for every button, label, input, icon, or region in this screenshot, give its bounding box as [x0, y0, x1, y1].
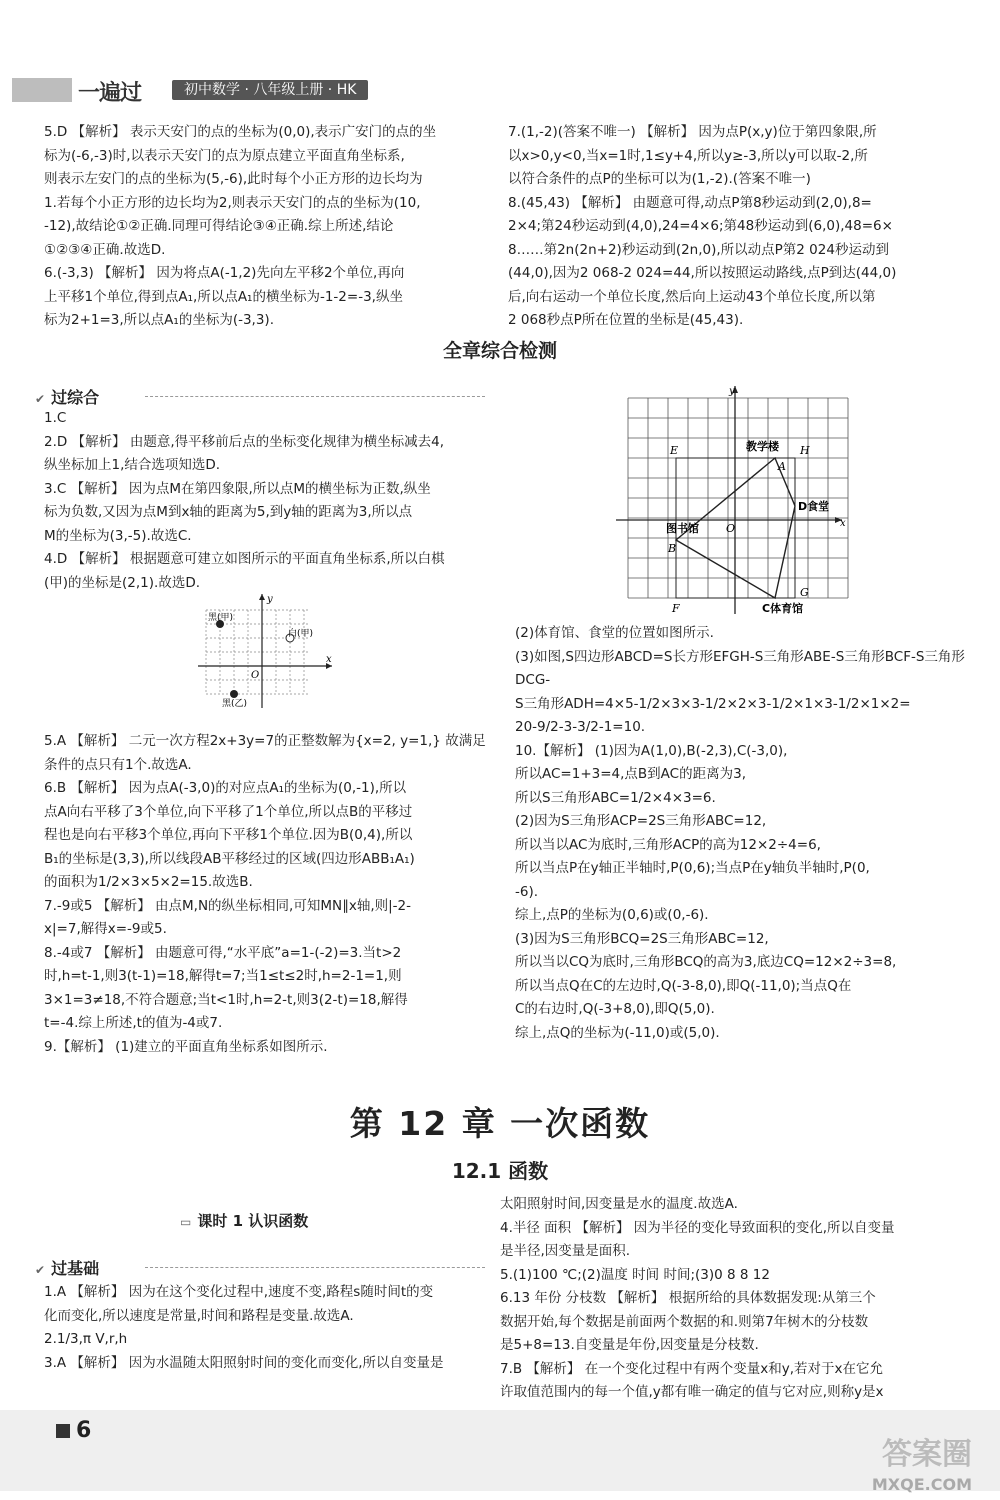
- lesson-label: 课时 1 认识函数: [197, 1212, 309, 1230]
- header-bar: [12, 78, 72, 102]
- section-title: 全章综合检测: [442, 340, 557, 362]
- answer-line: 上平移1个单位,得到点A₁,所以点A₁的横坐标为-1-2=-3,纵坐: [44, 288, 403, 305]
- answer-line: 6.B 【解析】 因为点A(-3,0)的对应点A₁的坐标为(0,-1),所以: [44, 780, 407, 796]
- answer-line: S三角形ADH=4×5-1/2×3×3-1/2×2×3-1/2×1×3-1/2×1×2=: [515, 695, 911, 712]
- answer-line: 2.1/3,π V,r,h: [44, 1331, 128, 1347]
- footer-bar: [0, 1410, 1000, 1491]
- label-o: O: [726, 522, 736, 535]
- answer-line: 标为负数,又因为点M到x轴的距离为5,到y轴的距离为3,所以点: [44, 504, 413, 520]
- answer-line: 10.【解析】 (1)因为A(1,0),B(-2,3),C(-3,0),: [515, 742, 788, 759]
- answer-line: 2×4;第24秒运动到(4,0),24=4×6;第48秒运动到(6,0),48=6×: [508, 218, 893, 234]
- answer-line: 8.-4或7 【解析】 由题意可得,“水平底”a=1-(-2)=3.当t>2: [44, 944, 402, 961]
- label-e: E: [670, 444, 679, 457]
- answer-line: 2 068秒点P所在位置的坐标是(45,43).: [508, 312, 744, 328]
- answer-line: 8.(45,43) 【解析】 由题意可得,动点P第8秒运动到(2,0),8=: [508, 194, 872, 211]
- answer-line: 2.D 【解析】 由题意,得平移前后点的坐标变化规律为横坐标减去4,: [44, 433, 445, 450]
- bottom-right-answers: [500, 1193, 950, 1405]
- divider: [145, 1267, 485, 1268]
- label-a: A: [778, 460, 786, 473]
- label-library: 图书馆: [666, 522, 699, 535]
- answer-line: 3.C 【解析】 因为点M在第四象限,所以点M的横坐标为正数,纵坐: [44, 480, 431, 497]
- answer-line: 1.C: [44, 410, 67, 426]
- x-label: x: [326, 654, 332, 665]
- answer-line: B₁的坐标是(3,3),所以线段AB平移经过的区域(四边形ABB₁A₁): [44, 850, 415, 867]
- watermark-text: 答案圈: [882, 1437, 972, 1472]
- page-number: [56, 1418, 91, 1443]
- answer-line: 纵坐标加上1,结合选项知选D.: [44, 457, 221, 473]
- right-mid-answers: [515, 622, 965, 1045]
- answer-line: 的面积为1/2×3×5×2=15.故选B.: [44, 874, 253, 890]
- answer-line: ①②③④正确.故选D.: [44, 241, 166, 258]
- answer-line: C的右边时,Q(-3+8,0),即Q(5,0).: [515, 1001, 715, 1017]
- answer-line: 7.(1,-2)(答案不唯一) 【解析】 因为点P(x,y)位于第四象限,所: [508, 124, 877, 140]
- answer-line: M的坐标为(3,-5).故选C.: [44, 527, 192, 544]
- divider: [145, 396, 485, 397]
- answer-line: 6.13 年份 分枝数 【解析】 根据所给的具体数据发现:从第三个: [500, 1290, 876, 1306]
- answer-line: -6).: [515, 883, 539, 900]
- watermark: [871, 1437, 972, 1500]
- page-number-text: 6: [76, 1418, 92, 1443]
- answer-line: 所以AC=1+3=4,点B到AC的距离为3,: [515, 766, 746, 782]
- header: [12, 76, 432, 104]
- answer-line: 以符合条件的点P的坐标可以为(1,-2).(答案不唯一): [508, 171, 811, 187]
- answer-line: 标为2+1=3,所以点A₁的坐标为(-3,3).: [44, 312, 274, 328]
- answer-line: 许取值范围内的每一个值,y都有唯一确定的值与它对应,则称y是x: [500, 1384, 884, 1400]
- series-logo: 一遍过: [78, 81, 142, 106]
- answer-line: 5.A 【解析】 二元一次方程2x+3y=7的正整数解为{x=2, y=1,} 故满足: [44, 733, 486, 749]
- answer-line: 程也是向右平移3个单位,再向下平移1个单位.因为B(0,4),所以: [44, 827, 413, 843]
- label-h: H: [800, 444, 810, 457]
- watermark-url: MXQE.COM: [871, 1475, 972, 1494]
- answer-line: 9.【解析】 (1)建立的平面直角坐标系如图所示.: [44, 1038, 328, 1055]
- answer-line: 6.(-3,3) 【解析】 因为将点A(-1,2)先向左平移2个单位,再向: [44, 265, 405, 281]
- chapter-title: 第 12 章 一次函数: [349, 1104, 651, 1143]
- answer-line: (3)因为S三角形BCQ=2S三角形ABC=12,: [515, 930, 769, 947]
- answer-line: 标为(-6,-3)时,以表示天安门的点为原点建立平面直角坐标系,: [44, 147, 405, 164]
- answer-line: (44,0),因为2 068-2 024=44,所以按照运动路线,点P到达(44,0): [508, 265, 897, 281]
- campus-map-figure: [610, 384, 850, 620]
- subsection-label: 过综合: [51, 388, 100, 407]
- answer-line: (2)体育馆、食堂的位置如图所示.: [515, 625, 714, 641]
- label-f: F: [672, 602, 680, 615]
- answer-line: (3)如图,S四边形ABCD=S长方形EFGH-S三角形ABE-S三角形BCF-S三角形DCG-: [515, 648, 965, 688]
- answer-line: 4.D 【解析】 根据题意可建立如图所示的平面直角坐标系,所以白棋: [44, 551, 445, 567]
- label-d: D食堂: [798, 500, 830, 513]
- answer-line: 20-9/2-3-3/2-1=10.: [515, 719, 646, 735]
- answer-line: 所以当点Q在C的左边时,Q(-3-8,0),即Q(-11,0);当点Q在: [515, 977, 852, 994]
- book-tag: 初中数学 · 八年级上册 · HK: [172, 80, 368, 100]
- label-g: G: [800, 586, 809, 599]
- chess-grid-figure: [196, 592, 338, 710]
- label-school: 教学楼: [746, 440, 779, 453]
- answer-line: -12),故结论①②正确.同理可得结论③④正确.综上所述,结论: [44, 218, 394, 234]
- answer-line: 化而变化,所以速度是常量,时间和路程是变量.故选A.: [44, 1307, 354, 1324]
- answer-line: 时,h=t-1,则3(t-1)=18,解得t=7;当1≤t≤2时,h=2-1=1,则: [44, 968, 402, 984]
- left-low-answers: [44, 730, 494, 1059]
- lesson-title: [180, 1210, 308, 1231]
- answer-line: 8……第2n(2n+2)秒运动到(2n,0),所以动点P第2 024秒运动到: [508, 241, 889, 258]
- answer-line: t=-4.综上所述,t的值为-4或7.: [44, 1015, 223, 1031]
- answer-line: 后,向右运动一个单位长度,然后向上运动43个单位长度,所以第: [508, 288, 876, 305]
- answer-line: 是半径,因变量是面积.: [500, 1243, 631, 1259]
- answer-line: x|=7,解得x=-9或5.: [44, 921, 167, 937]
- black-piece-b: [230, 690, 238, 698]
- white-a-label: 白(甲): [288, 629, 314, 639]
- answer-line: 1.若每个小正方形的边长均为2,则表示天安门的点的坐标为(10,: [44, 194, 421, 211]
- check-icon: ✔: [35, 392, 46, 406]
- label-b: B: [668, 542, 677, 555]
- check-icon: ✔: [35, 1263, 46, 1277]
- answer-line: 点A向右平移了3个单位,向下平移了1个单位,所以点B的平移过: [44, 803, 413, 820]
- answer-line: (2)因为S三角形ACP=2S三角形ABC=12,: [515, 813, 767, 829]
- answer-line: 所以当以AC为底时,三角形ACP的高为12×2÷4=6,: [515, 836, 821, 853]
- black-a-label: 黑(甲): [208, 613, 234, 623]
- top-left-answers: [44, 121, 494, 333]
- subsection-label: 过基础: [51, 1259, 100, 1278]
- answer-line: 以x>0,y<0,当x=1时,1≤y+4,所以y≥-3,所以y可以取-2,所: [508, 147, 868, 164]
- answer-line: 5.(1)100 ℃;(2)温度 时间 时间;(3)0 8 8 12: [500, 1266, 770, 1283]
- answer-line: 太阳照射时间,因变量是水的温度.故选A.: [500, 1196, 738, 1212]
- answer-line: 7.-9或5 【解析】 由点M,N的纵坐标相同,可知MN∥x轴,则|-2-: [44, 897, 411, 914]
- map-y-label: y: [729, 386, 735, 397]
- section-12-1-title: 12.1 函数: [451, 1159, 549, 1183]
- answer-line: 所以当以CQ为底时,三角形BCQ的高为3,底边CQ=12×2÷3=8,: [515, 954, 897, 970]
- answer-line: 3×1=3≠18,不符合题意;当t<1时,h=2-t,则3(2-t)=18,解得: [44, 991, 408, 1008]
- black-b-label: 黑(乙): [222, 699, 248, 709]
- top-right-answers: [508, 121, 958, 333]
- bottom-left-answers: [44, 1281, 494, 1375]
- answer-line: 则表示左安门的点的坐标为(5,-6),此时每个小正方形的边长均为: [44, 171, 423, 187]
- answer-line: 所以S三角形ABC=1/2×4×3=6.: [515, 789, 716, 806]
- y-label: y: [267, 594, 273, 605]
- answer-line: (甲)的坐标是(2,1).故选D.: [44, 574, 201, 591]
- answer-line: 综上,点Q的坐标为(-11,0)或(5,0).: [515, 1024, 720, 1041]
- book-icon: ▭: [180, 1215, 192, 1229]
- answer-line: 3.A 【解析】 因为水温随太阳照射时间的变化而变化,所以自变量是: [44, 1354, 444, 1371]
- answer-line: 1.A 【解析】 因为在这个变化过程中,速度不变,路程s随时间t的变: [44, 1284, 434, 1300]
- map-grid: [628, 398, 848, 598]
- map-x-label: x: [840, 518, 846, 529]
- answer-line: 4.半径 面积 【解析】 因为半径的变化导致面积的变化,所以自变量: [500, 1219, 895, 1236]
- answer-line: 7.B 【解析】 在一个变化过程中有两个变量x和y,若对于x在它允: [500, 1360, 883, 1377]
- answer-line: 所以当点P在y轴正半轴时,P(0,6);当点P在y轴负半轴时,P(0,: [515, 860, 870, 876]
- left-mid-answers: [44, 407, 494, 595]
- answer-line: 是5+8=13.自变量是年份,因变量是分枝数.: [500, 1337, 759, 1353]
- origin-label: O: [251, 670, 260, 681]
- answer-line: 数据开始,每个数据是前面两个数据的和.则第7年树木的分枝数: [500, 1313, 869, 1330]
- answer-line: 条件的点只有1个.故选A.: [44, 756, 192, 773]
- answer-line: 5.D 【解析】 表示天安门的点的坐标为(0,0),表示广安门的点的坐: [44, 124, 437, 140]
- subsection-heading-1: [35, 385, 99, 408]
- answer-line: 综上,点P的坐标为(0,6)或(0,-6).: [515, 907, 709, 923]
- label-c: C体育馆: [762, 602, 804, 615]
- subsection-heading-2: [35, 1256, 99, 1279]
